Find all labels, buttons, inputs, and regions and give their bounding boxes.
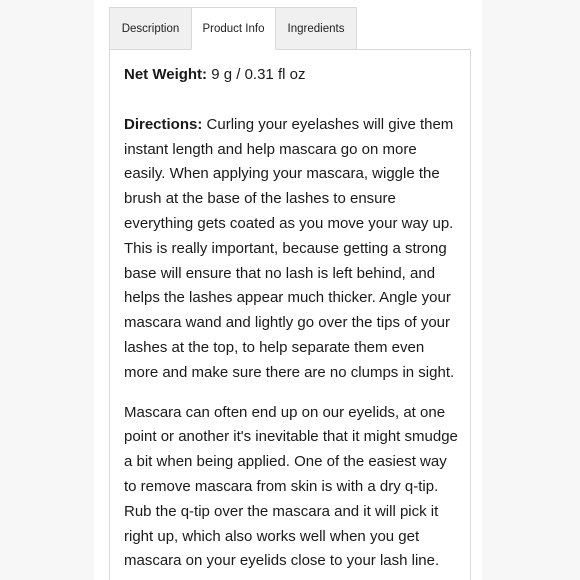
tab-panel-product-info <box>109 49 471 580</box>
tab-ingredients[interactable]: Ingredients <box>275 7 357 50</box>
tab-description[interactable]: Description <box>109 7 192 50</box>
mascara-tip-paragraph: Mascara can often end up on our eyelids, at one point or another it's inevitable that it might smudge a bit when being applied. One of the easiest way to remove mascara from skin is with a dry q-tip. Rub the q-tip over the mascara and it will pick it right up, which also works well when you get mascara on your eyelids close to your lash line. <box>124 403 458 570</box>
directions-paragraph <box>124 113 460 386</box>
tab-bar <box>109 7 357 50</box>
product-info-content <box>124 63 460 574</box>
directions-label: Directions: <box>124 115 203 133</box>
net-weight-paragraph <box>124 63 460 88</box>
tab-product-info[interactable]: Product Info <box>191 7 276 50</box>
directions-text: Curling your eyelashes will give them instant length and help mascara go on more easily. When applying your mascara, wiggle the brush at the base of the lashes to ensure everything gets coated as you move your way up. This is really important, because getting a strong base will ensure that no lash is left behind, and helps the lashes appear much thicker. Angle your mascara wand and lightly go over the tips of your lashes at the top, to help separate them even more and make sure there are no clumps in sight. <box>124 115 455 381</box>
net-weight-value: 9 g / 0.31 fl oz <box>207 66 306 83</box>
net-weight-label: Net Weight: <box>124 66 208 83</box>
